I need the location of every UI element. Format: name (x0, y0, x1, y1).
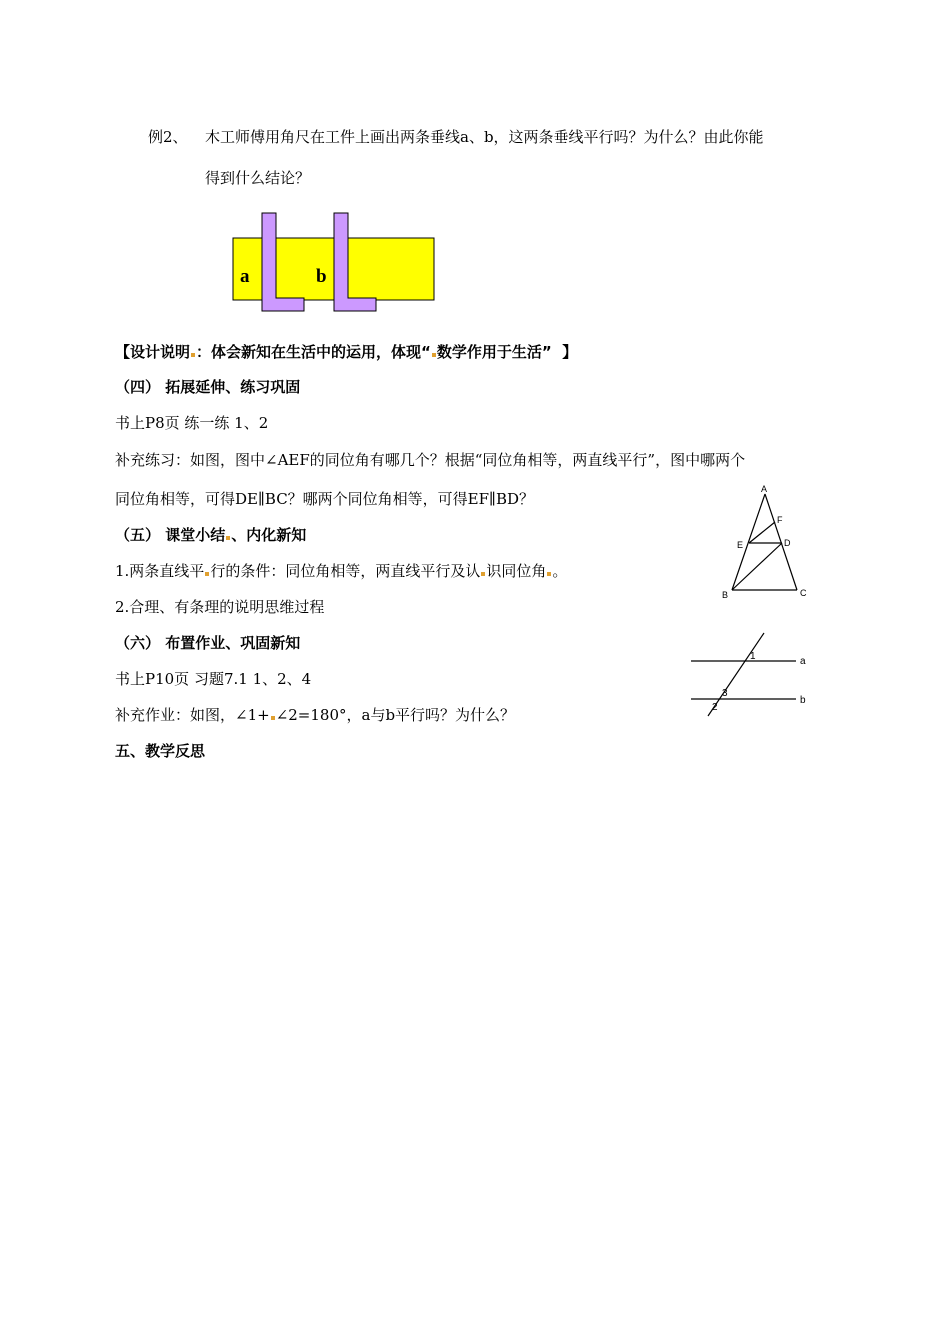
angle-2-label: 2 (712, 702, 718, 713)
section5-heading-b: 、内化新知 (231, 526, 307, 544)
section6-supp-a: 补充作业：如图，∠1+ (115, 706, 270, 724)
section5-heading (115, 525, 306, 545)
point-E: E (737, 540, 744, 550)
point-B: B (722, 590, 729, 600)
edit-mark (191, 353, 195, 357)
section6-supp-b: ∠2=180°，a与b平行吗？为什么？ (275, 706, 516, 724)
section5-item1-a: 1.两条直线平 (115, 562, 205, 580)
section5-heading-a: （五） 课堂小结 (115, 526, 226, 544)
section4-supp-line2: 同位角相等，可得DE∥BC？哪两个同位角相等，可得EF∥BD？ (115, 490, 535, 508)
edit-mark (547, 572, 551, 576)
section4-book: 书上P8页 练一练 1、2 (115, 414, 269, 432)
design-note (115, 342, 577, 362)
section6-heading: （六） 布置作业、巩固新知 (115, 634, 301, 652)
angle-1-label: 1 (750, 651, 756, 662)
design-note-close: 】 (562, 343, 578, 361)
edit-mark (205, 572, 209, 576)
example2-line1: 木工师傅用角尺在工件上画出两条垂线a、b，这两条垂线平行吗？为什么？由此你能 (205, 128, 764, 146)
edit-mark (226, 536, 230, 540)
example2-line2 (205, 168, 310, 188)
design-note-open: 【设计说明 (115, 343, 191, 361)
angle-3-label: 3 (722, 688, 728, 699)
label-b: b (316, 266, 327, 287)
section5-item2: 2.合理、有条理的说明思维过程 (115, 598, 325, 616)
carpenter-square-figure (230, 210, 440, 316)
edit-mark (271, 716, 275, 720)
point-A: A (761, 484, 768, 494)
section6-supp (115, 705, 515, 725)
point-F: F (777, 515, 783, 525)
parallel-lines-figure (688, 630, 818, 720)
label-a: a (240, 266, 250, 287)
section6-book: 书上P10页 习题7.1 1、2、4 (115, 670, 312, 688)
section4-supp-line1: 补充练习：如图，图中∠AEF的同位角有哪几个？根据“同位角相等，两直线平行”，图中哪两个 (115, 451, 746, 469)
triangle-figure (715, 480, 815, 602)
section5-item1 (115, 561, 567, 581)
section5-item1-d: 。 (552, 562, 568, 580)
point-C: C (800, 588, 807, 598)
edit-mark (432, 353, 436, 357)
line-a-label: a (800, 656, 806, 667)
section5-item1-b: 行的条件：同位角相等，两直线平行及认 (210, 562, 481, 580)
design-note-quote: 数学作用于生活” (436, 343, 552, 361)
line-b-label: b (800, 695, 806, 706)
reflection-heading: 五、教学反思 (115, 742, 206, 760)
example2-line2-text: 得到什么结论？ (205, 169, 311, 187)
design-note-text: ：体会新知在生活中的运用，体现“ (196, 343, 431, 361)
section4-heading: （四） 拓展延伸、练习巩固 (115, 378, 301, 396)
example2-label: 例2、 (148, 128, 188, 146)
section5-item1-c: 识同位角 (486, 562, 547, 580)
edit-mark (481, 572, 485, 576)
point-D: D (784, 538, 791, 548)
